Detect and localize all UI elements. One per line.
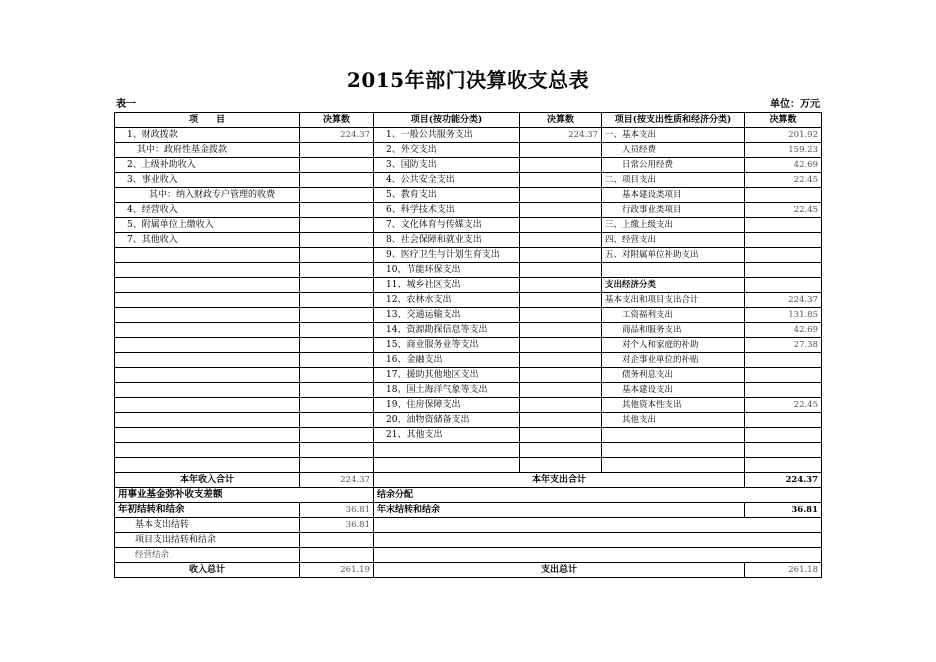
econ-amount-cell: 159.23 — [745, 143, 822, 158]
end-value: 36.81 — [745, 503, 822, 518]
func-item-cell: 10、节能环保支出 — [374, 263, 520, 278]
econ-amount-cell — [745, 278, 822, 293]
func-amount-cell — [520, 428, 602, 443]
func-item-cell: 17、援助其他地区支出 — [374, 368, 520, 383]
basic-carry-row — [115, 518, 822, 533]
table-row — [115, 458, 822, 473]
econ-item-cell: 商品和服务支出 — [602, 323, 745, 338]
basic-carry-label: 基本支出结转 — [115, 518, 300, 533]
econ-item-cell: 五、对附属单位补助支出 — [602, 248, 745, 263]
income-amount-cell — [300, 158, 374, 173]
op-surplus-label: 经营结余 — [115, 548, 300, 563]
income-item-cell — [115, 413, 300, 428]
begin-label: 年初结转和结余 — [115, 503, 300, 518]
empty-cell — [374, 533, 822, 548]
table-row — [115, 368, 822, 383]
econ-item-cell: 人员经费 — [602, 143, 745, 158]
income-amount-cell — [300, 173, 374, 188]
basic-carry-value: 36.81 — [300, 518, 374, 533]
func-item-cell: 15、商业服务业等支出 — [374, 338, 520, 353]
income-item-cell: 5、附属单位上缴收入 — [115, 218, 300, 233]
unit-label: 单位：万元 — [770, 99, 820, 110]
income-amount-cell — [300, 458, 374, 473]
econ-amount-cell: 42.69 — [745, 158, 822, 173]
func-amount-cell — [520, 323, 602, 338]
func-item-cell — [374, 458, 520, 473]
econ-amount-cell — [745, 413, 822, 428]
page-title: 2015年部门决算收支总表 — [346, 68, 590, 92]
fund-label: 用事业基金弥补收支差额 — [115, 488, 374, 503]
income-item-cell — [115, 368, 300, 383]
econ-amount-cell — [745, 443, 822, 458]
surplus-dist-label: 结余分配 — [374, 488, 822, 503]
income-item-cell — [115, 353, 300, 368]
func-item-cell: 5、教育支出 — [374, 188, 520, 203]
econ-amount-cell — [745, 353, 822, 368]
income-amount-cell — [300, 233, 374, 248]
header-econ-amount: 决算数 — [745, 113, 822, 128]
func-item-cell: 21、其他支出 — [374, 428, 520, 443]
income-amount-cell — [300, 413, 374, 428]
table-row — [115, 143, 822, 158]
func-amount-cell — [520, 353, 602, 368]
income-grand-label: 收入总计 — [115, 563, 300, 578]
income-item-cell — [115, 428, 300, 443]
income-amount-cell — [300, 353, 374, 368]
func-amount-cell — [520, 263, 602, 278]
table-row — [115, 218, 822, 233]
table-row — [115, 158, 822, 173]
econ-amount-cell — [745, 248, 822, 263]
econ-item-cell: 一、基本支出 — [602, 128, 745, 143]
income-total-value: 224.37 — [300, 473, 374, 488]
income-item-cell — [115, 383, 300, 398]
empty-cell — [374, 548, 822, 563]
econ-amount-cell: 131.85 — [745, 308, 822, 323]
func-amount-cell — [520, 158, 602, 173]
table-row — [115, 293, 822, 308]
income-amount-cell — [300, 203, 374, 218]
func-item-cell: 4、公共安全支出 — [374, 173, 520, 188]
income-amount-cell — [300, 218, 374, 233]
income-item-cell — [115, 308, 300, 323]
func-item-cell: 16、金融支出 — [374, 353, 520, 368]
table-row — [115, 203, 822, 218]
econ-item-cell: 基本支出和项目支出合计 — [602, 293, 745, 308]
func-item-cell: 6、科学技术支出 — [374, 203, 520, 218]
income-amount-cell — [300, 188, 374, 203]
func-item-cell: 1、一般公共服务支出 — [374, 128, 520, 143]
header-func-amount: 决算数 — [520, 113, 602, 128]
income-item-cell: 3、事业收入 — [115, 173, 300, 188]
func-amount-cell — [520, 413, 602, 428]
income-total-label: 本年收入合计 — [115, 473, 300, 488]
econ-item-cell — [602, 263, 745, 278]
econ-item-cell: 四、经营支出 — [602, 233, 745, 248]
func-item-cell: 18、国土海洋气象等支出 — [374, 383, 520, 398]
econ-item-cell — [602, 443, 745, 458]
income-amount-cell — [300, 368, 374, 383]
func-item-cell: 2、外交支出 — [374, 143, 520, 158]
header-func-item: 项目(按功能分类) — [374, 113, 520, 128]
func-item-cell: 3、国防支出 — [374, 158, 520, 173]
econ-amount-cell: 22.45 — [745, 173, 822, 188]
econ-item-cell: 二、项目支出 — [602, 173, 745, 188]
func-amount-cell — [520, 203, 602, 218]
econ-item-cell: 工资福利支出 — [602, 308, 745, 323]
econ-amount-cell: 27.38 — [745, 338, 822, 353]
income-item-cell: 1、财政拨款 — [115, 128, 300, 143]
econ-amount-cell — [745, 458, 822, 473]
carryover-row — [115, 503, 822, 518]
expense-grand-value: 261.18 — [745, 563, 822, 578]
empty-cell — [374, 518, 822, 533]
income-amount-cell — [300, 428, 374, 443]
func-item-cell: 14、资源勘探信息等支出 — [374, 323, 520, 338]
func-amount-cell — [520, 458, 602, 473]
econ-amount-cell — [745, 428, 822, 443]
func-amount-cell — [520, 368, 602, 383]
econ-amount-cell — [745, 263, 822, 278]
func-amount-cell — [520, 293, 602, 308]
table-row — [115, 383, 822, 398]
income-item-cell: 2、上级补助收入 — [115, 158, 300, 173]
income-item-cell — [115, 293, 300, 308]
func-amount-cell — [520, 188, 602, 203]
table-row — [115, 443, 822, 458]
table-row — [115, 398, 822, 413]
table-row — [115, 188, 822, 203]
table-row — [115, 308, 822, 323]
econ-item-cell: 对个人和家庭的补助 — [602, 338, 745, 353]
func-item-cell: 19、住房保障支出 — [374, 398, 520, 413]
income-item-cell — [115, 323, 300, 338]
table-row — [115, 248, 822, 263]
income-item-cell: 其中：政府性基金拨款 — [115, 143, 300, 158]
income-item-cell: 4、经营收入 — [115, 203, 300, 218]
fund-row — [115, 488, 822, 503]
func-amount-cell — [520, 248, 602, 263]
income-total-row — [115, 473, 822, 488]
table-label: 表一 — [116, 99, 136, 110]
econ-item-cell: 支出经济分类 — [602, 278, 745, 293]
econ-item-cell: 其他资本性支出 — [602, 398, 745, 413]
income-item-cell — [115, 338, 300, 353]
econ-amount-cell — [745, 233, 822, 248]
func-item-cell: 13、交通运输支出 — [374, 308, 520, 323]
econ-item-cell: 三、上缴上级支出 — [602, 218, 745, 233]
table-row — [115, 323, 822, 338]
income-item-cell — [115, 398, 300, 413]
func-amount-cell — [520, 218, 602, 233]
income-item-cell — [115, 458, 300, 473]
func-amount-cell — [520, 443, 602, 458]
econ-amount-cell — [745, 383, 822, 398]
expense-total-label: 本年支出合计 — [374, 473, 745, 488]
econ-item-cell: 债务利息支出 — [602, 368, 745, 383]
econ-item-cell — [602, 458, 745, 473]
table-row — [115, 233, 822, 248]
func-item-cell: 7、文化体育与传媒支出 — [374, 218, 520, 233]
econ-item-cell: 其他支出 — [602, 413, 745, 428]
table-row — [115, 278, 822, 293]
budget-table — [114, 112, 822, 578]
econ-item-cell: 基本建设类项目 — [602, 188, 745, 203]
income-amount-cell — [300, 293, 374, 308]
income-amount-cell: 224.37 — [300, 128, 374, 143]
header-econ-item: 项目(按支出性质和经济分类) — [602, 113, 745, 128]
income-item-cell: 7、其他收入 — [115, 233, 300, 248]
table-row — [115, 173, 822, 188]
income-item-cell — [115, 263, 300, 278]
project-carry-row — [115, 533, 822, 548]
expense-grand-label: 支出总计 — [374, 563, 745, 578]
table-row — [115, 428, 822, 443]
end-label: 年末结转和结余 — [374, 503, 745, 518]
income-item-cell: 其中：纳入财政专户管理的收费 — [115, 188, 300, 203]
func-item-cell: 20、油物资储备支出 — [374, 413, 520, 428]
econ-amount-cell: 224.37 — [745, 293, 822, 308]
income-amount-cell — [300, 338, 374, 353]
table-row — [115, 353, 822, 368]
income-amount-cell — [300, 323, 374, 338]
econ-amount-cell — [745, 188, 822, 203]
econ-amount-cell — [745, 218, 822, 233]
income-amount-cell — [300, 143, 374, 158]
func-item-cell: 8、社会保障和就业支出 — [374, 233, 520, 248]
header-income-item: 项 目 — [115, 113, 300, 128]
func-amount-cell — [520, 278, 602, 293]
func-amount-cell — [520, 173, 602, 188]
econ-item-cell: 基本建设支出 — [602, 383, 745, 398]
func-amount-cell: 224.37 — [520, 128, 602, 143]
table-row — [115, 338, 822, 353]
income-amount-cell — [300, 383, 374, 398]
empty-cell — [300, 548, 374, 563]
income-amount-cell — [300, 263, 374, 278]
income-grand-value: 261.19 — [300, 563, 374, 578]
income-item-cell — [115, 248, 300, 263]
func-item-cell: 11、城乡社区支出 — [374, 278, 520, 293]
income-amount-cell — [300, 398, 374, 413]
func-amount-cell — [520, 143, 602, 158]
func-amount-cell — [520, 233, 602, 248]
func-amount-cell — [520, 383, 602, 398]
income-amount-cell — [300, 308, 374, 323]
econ-item-cell: 对企事业单位的补贴 — [602, 353, 745, 368]
econ-amount-cell: 22.45 — [745, 398, 822, 413]
expense-total-value: 224.37 — [745, 473, 822, 488]
econ-amount-cell: 201.92 — [745, 128, 822, 143]
header-income-amount: 决算数 — [300, 113, 374, 128]
func-item-cell: 12、农林水支出 — [374, 293, 520, 308]
func-amount-cell — [520, 308, 602, 323]
income-amount-cell — [300, 248, 374, 263]
header-row — [115, 113, 822, 128]
econ-amount-cell: 22.45 — [745, 203, 822, 218]
table-row — [115, 413, 822, 428]
income-item-cell — [115, 443, 300, 458]
op-surplus-row — [115, 548, 822, 563]
func-item-cell: 9、医疗卫生与计划生育支出 — [374, 248, 520, 263]
income-amount-cell — [300, 278, 374, 293]
econ-item-cell — [602, 428, 745, 443]
econ-item-cell: 行政事业类项目 — [602, 203, 745, 218]
income-item-cell — [115, 278, 300, 293]
table-row — [115, 128, 822, 143]
econ-amount-cell: 42.69 — [745, 323, 822, 338]
grand-total-row — [115, 563, 822, 578]
econ-item-cell: 日常公用经费 — [602, 158, 745, 173]
func-amount-cell — [520, 338, 602, 353]
econ-amount-cell — [745, 368, 822, 383]
income-amount-cell — [300, 443, 374, 458]
empty-cell — [300, 533, 374, 548]
func-amount-cell — [520, 398, 602, 413]
begin-value: 36.81 — [300, 503, 374, 518]
project-carry-label: 项目支出结转和结余 — [115, 533, 300, 548]
func-item-cell — [374, 443, 520, 458]
table-row — [115, 263, 822, 278]
